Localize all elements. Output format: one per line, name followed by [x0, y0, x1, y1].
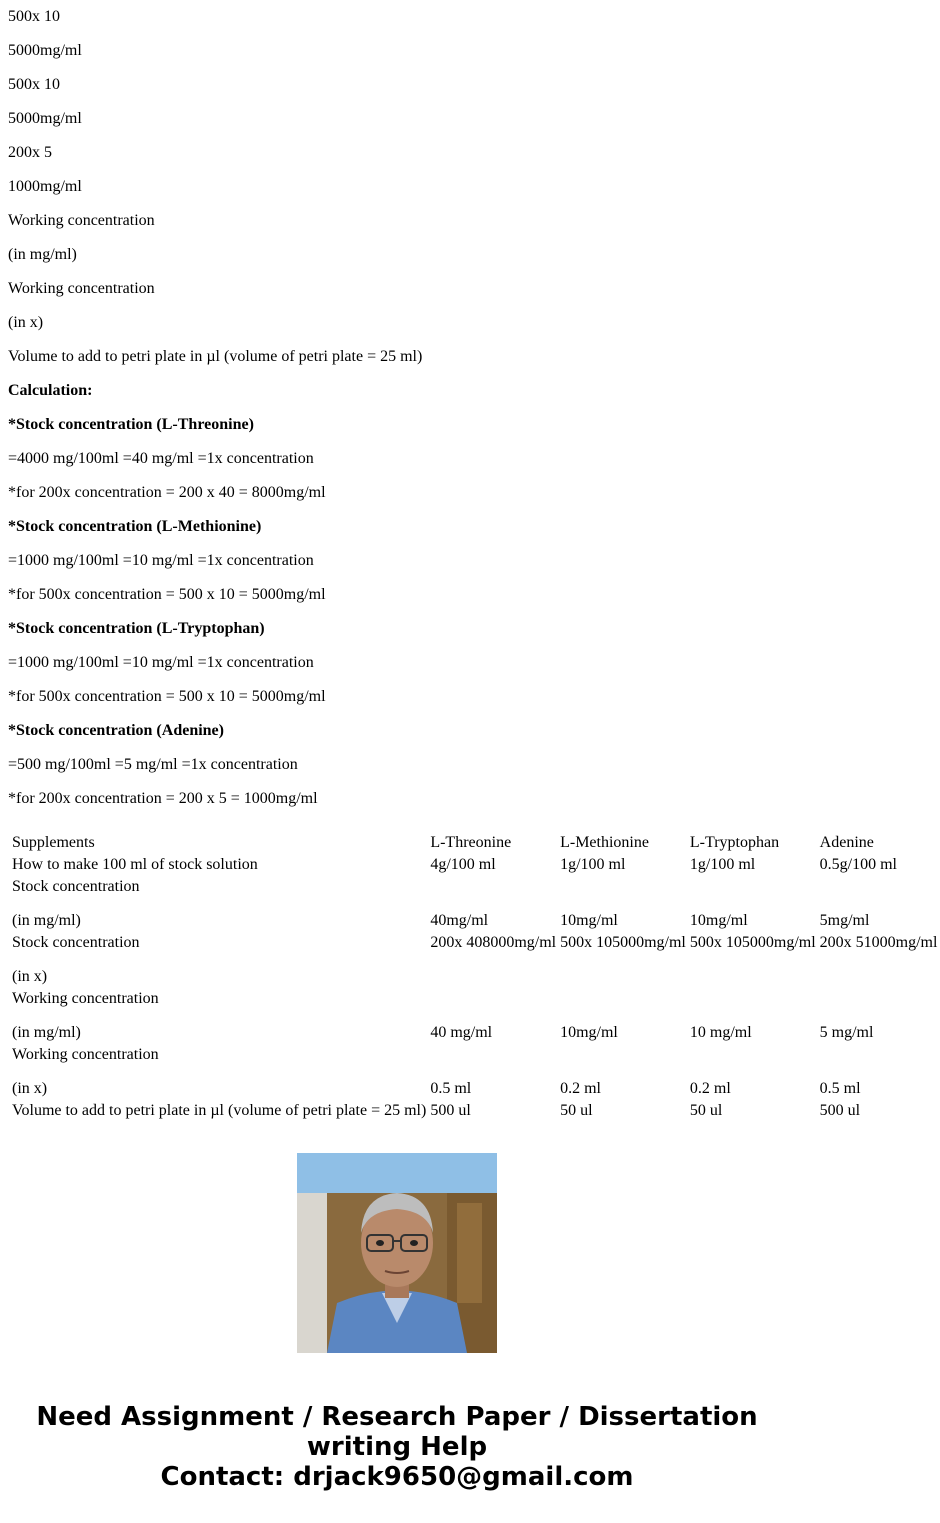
row-label-top: Stock concentration — [12, 934, 140, 951]
row-label-bottom: (in x) — [12, 968, 48, 985]
row-label-gap — [12, 952, 426, 968]
cell-value-top: 500x 10 — [689, 934, 742, 951]
cell-value: 5 mg/ml — [819, 1024, 874, 1041]
table-cell: 50 ul — [689, 1102, 723, 1119]
cell-value: 5000mg/ml — [741, 934, 816, 951]
cell-value: 5mg/ml — [819, 912, 870, 929]
table-row-label — [11, 1045, 427, 1099]
table-header-cell: Supplements — [12, 834, 95, 851]
text-line: (in x) — [8, 314, 44, 331]
text-lines — [8, 0, 786, 816]
table-cell — [819, 933, 939, 987]
table-cell: 500 ul — [430, 1102, 471, 1119]
section-heading: *Stock concentration (L-Methionine) — [8, 518, 262, 535]
section-heading: Calculation: — [8, 382, 93, 399]
cell-value: 40mg/ml — [430, 912, 489, 929]
text-line: 500x 10 — [8, 8, 60, 25]
text-line: =500 mg/100ml =5 mg/ml =1x concentration — [8, 756, 298, 773]
cell-value: 10mg/ml — [560, 1024, 618, 1041]
table-cell: 50 ul — [560, 1102, 593, 1119]
table-row-label: Volume to add to petri plate in µl (volume of petri plate = 25 ml) — [12, 1102, 427, 1119]
table-row — [11, 855, 938, 875]
text-line: *for 500x concentration = 500 x 10 = 5000mg/ml — [8, 586, 326, 603]
table-cell: 0.5g/100 ml — [819, 856, 897, 873]
footer-contact — [0, 1402, 794, 1492]
row-label-bottom: (in mg/ml) — [12, 912, 81, 929]
table-header-cell: L-Tryptophan — [689, 834, 780, 851]
spacer — [8, 816, 786, 831]
text-line: *for 200x concentration = 200 x 5 = 1000mg/ml — [8, 790, 318, 807]
cell-value: 10mg/ml — [689, 912, 748, 929]
table-header-cell: L-Methionine — [560, 834, 649, 851]
table-row — [11, 877, 938, 931]
cell-value: 1000mg/ml — [863, 934, 938, 951]
row-label-bottom: (in x) — [12, 1080, 48, 1097]
table-row-label: How to make 100 ml of stock solution — [12, 856, 258, 873]
table-row — [11, 989, 938, 1043]
table-cell — [429, 989, 557, 1043]
text-line: =1000 mg/100ml =10 mg/ml =1x concentration — [8, 654, 314, 671]
section-heading: *Stock concentration (Adenine) — [8, 722, 224, 739]
text-line: Volume to add to petri plate in µl (volume of petri plate = 25 ml) — [8, 348, 423, 365]
table-cell — [559, 989, 687, 1043]
table-cell — [689, 877, 817, 931]
text-line: =4000 mg/100ml =40 mg/ml =1x concentration — [8, 450, 314, 467]
text-line: 200x 5 — [8, 144, 52, 161]
cell-value-top: 200x 5 — [819, 934, 864, 951]
section-heading: *Stock concentration (L-Threonine) — [8, 416, 254, 433]
row-label-gap — [12, 1008, 426, 1024]
table-cell — [559, 877, 687, 931]
footer-line-1: Need Assignment / Research Paper / Dissertation — [36, 1402, 758, 1432]
text-line: 5000mg/ml — [8, 110, 82, 127]
row-label-gap — [12, 896, 426, 912]
cell-value: 10mg/ml — [560, 912, 618, 929]
row-label-gap — [12, 1064, 426, 1080]
footer-line-2: writing Help — [306, 1432, 488, 1462]
table-row-label — [11, 877, 427, 931]
cell-value: 40 mg/ml — [430, 1024, 493, 1041]
text-line: 500x 10 — [8, 76, 60, 93]
text-line: (in mg/ml) — [8, 246, 77, 263]
text-line: Working concentration — [8, 280, 155, 297]
cell-value: 0.5 ml — [819, 1080, 861, 1097]
row-label-bottom: (in mg/ml) — [12, 1024, 81, 1041]
table-cell — [559, 1045, 687, 1099]
table-cell — [429, 877, 557, 931]
table-cell — [689, 933, 817, 987]
table-row-label — [11, 989, 427, 1043]
cell-value-top: 500x 10 — [560, 934, 613, 951]
table-header-cell: Adenine — [819, 834, 874, 851]
cell-value: 0.2 ml — [689, 1080, 731, 1097]
table-cell: 1g/100 ml — [560, 856, 626, 873]
table-row — [11, 933, 938, 987]
text-line: *for 200x concentration = 200 x 40 = 8000mg/ml — [8, 484, 326, 501]
cell-value: 0.2 ml — [560, 1080, 601, 1097]
text-line: Working concentration — [8, 212, 155, 229]
table-header-cell: L-Threonine — [430, 834, 512, 851]
row-label-top: Working concentration — [12, 990, 159, 1007]
table-cell — [559, 933, 687, 987]
table-row-label — [11, 933, 427, 987]
table-cell: 1g/100 ml — [689, 856, 756, 873]
section-heading: *Stock concentration (L-Tryptophan) — [8, 620, 265, 637]
table-cell — [819, 989, 939, 1043]
table-cell: 500 ul — [819, 1102, 861, 1119]
table-cell — [689, 1045, 817, 1099]
table-header-row — [11, 833, 938, 853]
text-line: *for 500x concentration = 500 x 10 = 5000mg/ml — [8, 688, 326, 705]
table-cell — [819, 877, 939, 931]
author-photo — [297, 1153, 497, 1353]
table-cell: 4g/100 ml — [430, 856, 496, 873]
text-line: 1000mg/ml — [8, 178, 82, 195]
portrait-image — [297, 1153, 497, 1353]
text-line: =1000 mg/100ml =10 mg/ml =1x concentration — [8, 552, 314, 569]
cell-value: 0.5 ml — [430, 1080, 472, 1097]
footer-contact-email: Contact: drjack9650@gmail.com — [160, 1462, 634, 1492]
supplements-table — [9, 831, 940, 1123]
cell-value: 8000mg/ml — [482, 934, 557, 951]
text-line: 5000mg/ml — [8, 42, 82, 59]
table-row — [11, 1045, 938, 1099]
table-row — [11, 1101, 938, 1121]
table-cell — [429, 1045, 557, 1099]
cell-value: 5000mg/ml — [612, 934, 686, 951]
table-cell — [429, 933, 557, 987]
table-cell — [689, 989, 817, 1043]
cell-value: 10 mg/ml — [689, 1024, 752, 1041]
row-label-top: Working concentration — [12, 1046, 159, 1063]
row-label-top: Stock concentration — [12, 878, 140, 895]
cell-value-top: 200x 40 — [430, 934, 483, 951]
table-cell — [819, 1045, 939, 1099]
